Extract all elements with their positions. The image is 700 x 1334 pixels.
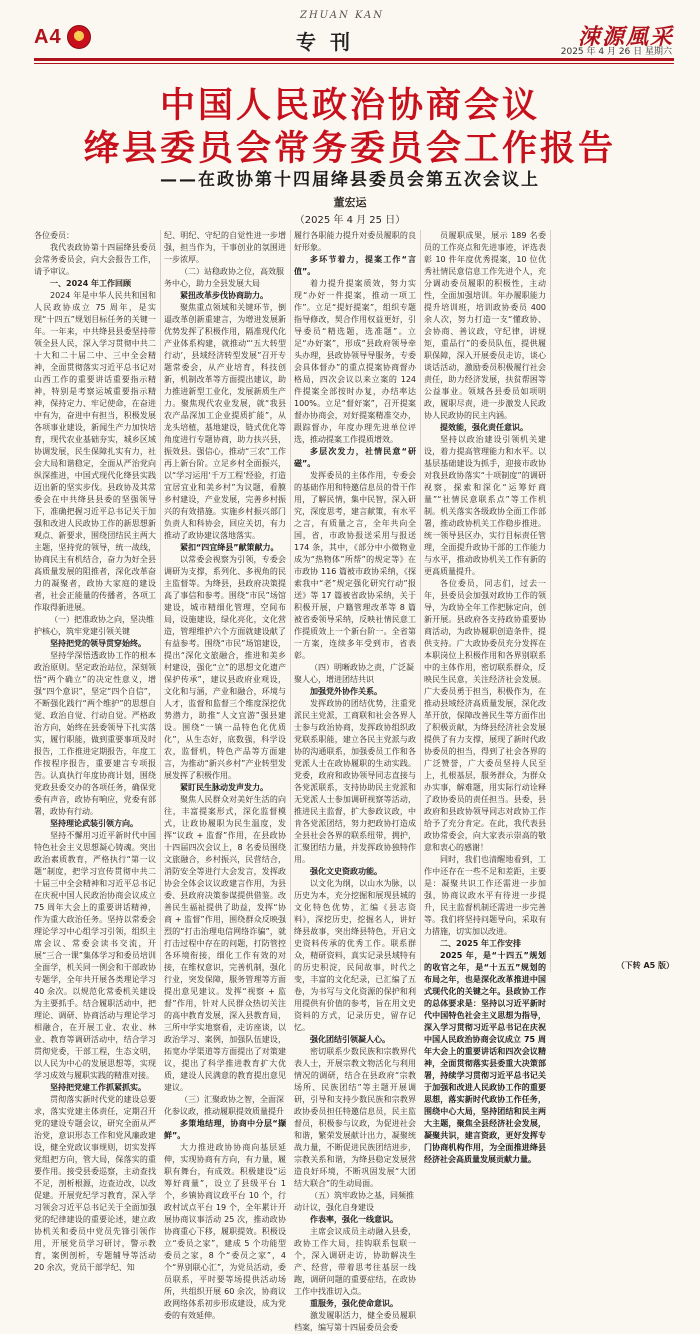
lead-sentence: 强化文史资政功能。: [310, 867, 382, 876]
body-paragraph: 我代表政协第十四届绛县委员会常务委员会，向大会报告工作，请予审议。: [34, 243, 156, 276]
column-divider: [420, 230, 421, 972]
body-paragraph: 以文化为纲，以山水为脉，以历史为本，充分挖掘和展现县城的文化特色优势，汇编《县志资料》，深挖历史，挖掘名人，讲好绛县故事，突出绛县特色，开启文史资料传承的优秀工作。联系群众，精研资料，真实记录县域特有的历史积淀，民间故事，时代之变，丰富的文化纪录，已汇编了五卷，为书写与文化资源的保护和利用提供有价值的参考，旨在用文史资料的方式，记录历史，留存记忆。: [294, 879, 416, 1032]
body-paragraph: 发挥委员的主体作用，专委会的基础作用和特邀信息员的骨干作用，了解民情，集中民智，深入研究，深度思考，建言献策，有水平之言，有质量之言，全年共向全国，省，市政协报送采用与报送 174 条，其中，《部分中小微物业成为“热物体”所帮”的规定等》在市政协 116 篇被市政协采纳，《探索我中“老”规定强化研究行动”报送》等 17 篇被省政协采纳，关于积极开展，户籍管理改革等 8 篇被省委领导采纳，反映社情民意工作提质效上一个新台阶一。全省第一方案，连续多年受到市，省表彰。: [294, 471, 416, 660]
author-name: 董宏运: [333, 196, 367, 209]
section-heading: 一、2024 年工作回顾: [50, 279, 132, 288]
body-paragraph: 员履职成果，展示 189 名委员的工作亮点和先进事迹，评选表彰 10 件年度优秀提案，10 位优秀社情民意信息工作先进个人，充分调动委员履职的积极性，主动性，全面加强培训。年办履职能力提升培训班，培训政协委员 400 余人次，努力打造一支“懂政协、会协商、善议政，守纪律，讲规矩，重品行”的委员队伍，提供履职保障，深入开展委员走访，谈心谈话活动，激励委员积极履行社会责任，助力经济发展，扶贫帮困等公益事业。领域各县委员如项明政，履职尽责，进一步激发人民政协人民政协的民主内涵。: [424, 231, 546, 420]
body-paragraph: 聚焦人民群众对美好生活的向往，丰富提案形式，深化监督模式，让政协履职为民生温度，发挥“议政 + 监督”作用，在县政协十四届四次会议上，8 名委员围绕文旅融合，乡村振兴，民营结合，消防安全等进行大会发言，发挥政协会全体会议议政建言作用，为县委、县政府决策参谋提供借鉴。改善民生福祉提供了助益，发挥“协商 + 监督”作用，围绕群众反映强烈的“打击治理电信网络诈骗”，就打击过程中存在的问题，打防管控各环境衔接，细化工作有效的对接，在维权意识，完善机制，强化行业，突发保障，服务管理等方面提出意见建议。发挥“视察 + 监督”作用，针对人民群众热切关注的高中教育发展，深入县教育局，三所中学实地察看，走访座谈，以政治学习、案例，加强队伍建设，拓宽办学渠道等方面提出了对策建议，提出了科学推进教育扩大优质，建设人民满意的教育提出意见建议。: [164, 795, 286, 1092]
headline-subtitle: ——在政协第十四届绛县委员会第五次会议上: [160, 170, 540, 190]
subsection-heading: （二）站稳政协之位，高效服务中心，助力全县发展大局: [164, 267, 284, 288]
body-paragraph: 着力提升提案质效，努力实现“办好一件提案，推动一项工作”。立足“提好提案”，组织专题指导修改，契合作用权益更好，引导委员“精选题，选准题”。立足“办好案”，形成“县政府领导牵头办理，县政协领导导服务，专委会具体督办”的重点提案协商督办格局，四次会议以来立案的 124 件提案全部按时办复，办结率达 100%。立足“督好案”，召开提案督办协商会，对好提案精准交办，跟踪督办，年度办理先进单位评选，推动提案工作提质增效。: [294, 279, 416, 444]
newspaper-masthead: 涑源風采: [577, 24, 674, 50]
lead-sentence: 多策地结理，协商中分层“撷鲜”。: [164, 1119, 286, 1140]
lead-sentence: 重服务，强化使命意识。: [310, 1299, 398, 1308]
lead-sentence: 紧扭改革步伐协商助力。: [180, 291, 268, 300]
subsection-heading: （四）明晰政协之责，广泛凝聚人心，增进团结共识: [294, 663, 414, 684]
body-paragraph: 贯彻落实新时代党的建设总要求，落实党建主体责任，定期召开党的建设专题会议，研究全面从严治党，意识形态工作和党风廉政建设，健全党政议事规则，切实发挥党组把方向，管大局，保落实的重要作用。接受县委巡察，主动查找不足，剖析根源，边查边改，以改促建。开展党纪学习教育，深入学习领会习近平总书记关于全面加强党的纪律建设的重要论述，建立政协机关和委员中党员先锋引领作用，开展党员学习研讨，警示教育，案例剖析，专题辅导等活动 20 余次，党员干部学纪、知: [34, 1095, 156, 1272]
page-header: [0, 0, 700, 64]
body-paragraph: 聚焦重点领域和关键环节，倒逼改革创新重建言，为增进发展新优势发挥了积极作用，隔准现代化产业体系构建，就推动“‘五大转型行动’，县域经济转型发展”召开专题常委会，从产业培育，科技创新，机制改革等方面提出建议，助力推进新型工业化，发展新质生产力。聚焦现代农业发展，就“我县农产品深加工企业提质扩能”，从龙头培植，基地建设，链式优化等角度进行专题协商，助力扶兴县，振效县。强信心，推动“三农”工作再上新台阶。立足乡村全面振兴，以“学习运用‘千万工程’经验，打造宜居宜业和美乡村”为议题，看膜乡村建设，产业发展，完善乡村振兴的有效措施。实施乡村振兴部门负责人和科协会，回应关切，有力推动了政协建议落地落实。: [164, 303, 286, 540]
body-paragraph: 同时，我们也清醒地看到，工作中还存在一些不足和差距，主要是：凝聚共识工作还需进一步加强，协商议政水平有待进一步提升，民主监督机制还需进一步完善等。我们将坚持问题导向，采取有力措施，切实加以改进。: [424, 855, 546, 936]
body-paragraph: 以常委会视察为引领，专委会调研为支撑，系列化、多视角的民主监督等。为绛县，县政府决策提高了事信和参考。围绕“市民”场馆建设，城市精细化管理，空间布局，设施建设，绿化亮化，文化营造，管理维护六个方面就建设献了有益参考。围绕“市民”场馆建设，提出“深化文旅融合，推进和美乡村建设，强化“立”的思想文化遗产保护传承”，建议县政府业观设，文化和与涵，产业和融合，环境与人才，监督和监督三个维度深挖优势潜力，助推“人文宜游”强县建设。围绕“一镇一品特色化优质化”，从生态好，底数强，科学设农，监督机，特色产品等方面建言，为推动“新兴乡村”产业转型发展发挥了积极作用。: [164, 555, 286, 780]
headline-line-2: 绛县委员会常务委员会工作报告: [83, 129, 616, 169]
page-number: A4: [34, 26, 62, 48]
body-paragraph: 履行各职能力提升对委员履职的良好形象。: [294, 231, 416, 252]
body-paragraph: 大力推进政协协商向基层延伸，实现协商有方向，有力量，履职有舞台，有成效。积极建设“运筹好商量”，设立了县级平台 1 个，乡镇协商议政平台 10 个，行政村试点平台 19 个，全年累计开展协商议事活动 25 次，推动政协协商重心下移，履职提效。积极设立“委员之家”，建成 5 个功能型委员之家，8 个“委员之家”，4 个“界别联心汇”，为党员活动，委员联系，平时要等场提供活动场所，共组织开展 60 余次，协商议政网络体系初步形成建设，成为党委的有效延伸。: [164, 1143, 286, 1320]
lead-sentence: 多层次发力，社情民意“研磁”。: [294, 447, 416, 468]
lead-sentence: 多环节着力，提案工作“言值”。: [294, 255, 416, 276]
body-paragraph: 激发履职活力，健全委员履职档案，编写第十四届委员会委: [294, 1311, 416, 1332]
body-paragraph: 坚持学深悟透政协工作的根本政治原则。坚定政治站位，深刻领悟“两个确立”的决定性意义，增强“四个意识”，坚定“四个自信”，不断强化践行“两个维护”的思想自觉、政治自觉、行动自觉。严格政治方向，始终在县委领导下扎实落实，履行职能，做到重要事项及时报告，工作推进定期报告，年度工作按程序报告，重要建言专项报告。认真执行年度协商计划，围绕党政县委交办的各项任务，确保党委有声音，政协有响应，党委有部署，政协有行动。: [34, 651, 156, 816]
column-pinyin: ZHUAN KAN: [300, 10, 384, 21]
subsection-heading: （五）筑牢政协之基，同频推动计议，强化自身建设: [294, 1191, 414, 1212]
article-column: [294, 230, 416, 1332]
lead-sentence: 紧扣“四宜绛县”献策献力。: [180, 543, 279, 552]
lead-sentence: 紧盯民生脉动发声发力。: [180, 783, 268, 792]
column-name: 专刊: [296, 30, 364, 54]
article-column: [34, 230, 156, 1272]
body-paragraph: 密切联系少数民族和宗教界代表人士，开展宗教文物活化与利用情况的调研，结合在县政府“宗教场所、民族团结”等主题开展调研，引导和支持少数民族和宗教界政协委员担任特邀信息员，民主监督员，积极参与议政，为促进社会和谐，繁荣发展献计出力，凝聚统战力量，不断促进民族团结进步，宗教关系和谐，为绛县稳定发展营造良好环境，不断巩固发展“大团结大联合”的生动局面。: [294, 1047, 416, 1188]
article-column: [424, 230, 546, 1164]
subsection-heading: （三）汇聚政协之智，全面深化参议政，推动履职提效质量提升: [164, 1095, 284, 1116]
lead-sentence: 坚持把党建工作抓紧抓实。: [50, 1083, 146, 1092]
column-divider: [290, 230, 291, 972]
body-paragraph: 各位委员：: [34, 231, 74, 240]
lead-sentence: 强化团结引领凝人心。: [310, 1035, 390, 1044]
lead-sentence: 坚持理论武装引领方向。: [50, 819, 138, 828]
column-divider: [550, 230, 551, 972]
lead-sentence: 提效能，强化责任意识。: [440, 423, 528, 432]
column-divider: [160, 230, 161, 972]
body-paragraph: 坚持不懈用习近平新时代中国特色社会主义思想凝心铸魂。突出政治素质教育，严格执行“第一议题”制度，把学习宣传贯彻中共二十届三中全会精神和习近平总书记在庆祝中国人民政治协商会议成立 75 周年大会上的重要讲话精神，作为重大政治任务。坚持以常委会理论学习中心组学习引领，组织主席会议、常委会读书交流，开展“三合一课”集体学习和委员培训全面学，机关同一例会和干部政协专题学，全年共开展各类理论学习 40 余次。以规范化常委机关建设为主要抓手。结合履职活动中，把理论、调研、协商活动与理论学习相融合，在开展工业、农业、林业、教育等调研活动中，结合学习贯彻党委，干部工程，生态文明，以人民为中心的发展思想等，实现学习成效与履职实践的精准对接。: [34, 831, 156, 1080]
article-body: [34, 230, 674, 1332]
body-paragraph: 各位委员，同志们，过去一年，县委员会加强对政协工作的领导，为政协全年工作把脉定向，创新开展。县政府各支持政协重要协商活动，为政协履职创造条件，提供支持。广大政协委员充分发挥在本职岗位上积极作用和各界别联系中的主体作用，密切联系群众，反映民生民意，关注经济社会发展。广大委员勇于担当，积极作为，在推动县域经济高质量发展，深化改革开放，保障改善民生等方面作出了积极贡献，为绛县经济社会发展提供了有力支撑，展现了新时代政协委员的担当，得到了社会各界的广泛赞誉，广大委员坚持人民至上，扎根基层，服务群众，为群众办实事，解难题，用实际行动诠释了政协委员的责任担当。县委，县政府和县政协领导同志对政协工作给予了充分肯定。在此，我代表县政协常委会，向大家表示崇高的敬意和衷心的感谢！: [424, 579, 546, 852]
section-heading: 二、2025 年工作安排: [440, 939, 522, 948]
lead-sentence: 作表率，强化一线意识。: [310, 1215, 398, 1224]
body-paragraph: 纪、明纪、守纪的自觉性进一步增强，担当作为，干事创业的氛围进一步浓厚。: [164, 231, 286, 264]
headline-line-1: 中国人民政治协商会议: [159, 86, 540, 126]
lead-sentence: 坚持把党的领导贯穿始终。: [50, 639, 146, 648]
cppcc-emblem-icon: [67, 25, 91, 49]
body-paragraph: 发挥政协的团结优势，注重党派民主党派，工商联和社会各界人士参与政治协商，发挥政协组织政党联系职能，建立各民主党派与政协的沟通联系，加强委员工作和各党派人士在政协履职的生动实践。党委，政府和政协领导同志直接与各党派联系，支持协助民主党派和无党派人士参加调研视察等活动，推进民主监督，扩大参政议政，中肯各党派团结，努力把政协打造成全县社会各界的联系纽带，拥护，汇聚团结力量，并发挥政协独特作用。: [294, 699, 416, 864]
body-paragraph: 坚持以政治建设引领机关建设，着力提高管理能力和水平。以基层基础建设为抓手，迎接市政协对我县政协落实“十项制度”的调研视察，探索和深化“运筹好商量”“社情民意联系点”等工作机制。机关落实各级政协全面工作部署，推动政协机关工作稳步推进。统一领导县区办，实行目标责任管理，全面提升政协干部的工作能力与水平，推动政协机关工作有新的更高质量提升。: [424, 435, 546, 576]
lead-sentence: 2025 年，是“十四五”规划的收官之年，是“十五五”规划的布局之年，也是深化改革推进中国式现代化的关键之年。县政协工作的总体要求是：坚持以习近平新时代中国特色社会主义思想为指导，深入学习贯彻习近平总书记在庆祝中国人民政治协商会议成立 75 周年大会上的重要讲话和四次会议精神，全面贯彻落实县委重大决策部署，持续学习贯彻习近平总书记关于加强和改进人民政协工作的重要思想，落实新时代政协工作任务，围绕中心大局，坚持团结和民主两大主题，聚焦全县经济社会发展，凝聚共识，建言资政，更好发挥专门协商机构作用，为全面推进绛县经济社会高质量发展贡献力量。: [424, 951, 546, 1164]
header-rule-thin: [34, 63, 674, 64]
body-paragraph: 2024 年是中华人民共和国和人民政协成立 75 周年，是实现“十四五”规划目标任务的关键一年。一年来，中共绛县县委坚持带领全县人民，深入学习贯彻中共二十大和二十届二中、三中全会精神，全面贯彻落实习近平总书记对山西工作的重要讲话重要指示精神，特别是考察运城重要指示精神，保持定力、牢记使命，在奋进中有为，奋进中有担当，积极发展各项事业建设，新闻生产力加快培育，现代农业基础夯实，城乡区域协调发展，民生保障扎实有力，社会大局和谐稳定，全面从严治党向纵深推进，中国式现代化绛县实践迈出新的坚实步伐。县政协及其常委会在中共绛县县委的坚强领导下，准确把握习近平总书记关于加强和改进人民政协工作的新思想新观点、新要求，围绕団结民主两大主题，坚持党的领导，统一战线，协商民主有机结合，奋力为好全县高质量发展的阻推者，深化改革奋力的凝聚者，政协大家庭的建设者，社会正能量的传播者，各项工作取得新进展。: [34, 291, 156, 612]
issue-dateline: 2025 年 4 月 26 日 星期六: [560, 47, 672, 57]
speech-date: （2025 年 4 月 25 日）: [294, 215, 406, 226]
lead-sentence: 加强党外协作关系。: [310, 687, 382, 696]
subsection-heading: （一）把准政协之向，坚决维护核心，筑牢党建引领关键: [34, 615, 154, 636]
body-paragraph: 主席会议成员主动融入县委，政协工作大局，挂钩联系包联一个，深入调研走访，协助解决生产、经营，带着思考往基层一线跑，调研问题的重要症结，在政协工作中找准切入点。: [294, 1227, 416, 1296]
continued-note: （下转 A5 版）: [616, 961, 674, 970]
header-rule: [34, 58, 674, 61]
article-column: [164, 230, 286, 1320]
